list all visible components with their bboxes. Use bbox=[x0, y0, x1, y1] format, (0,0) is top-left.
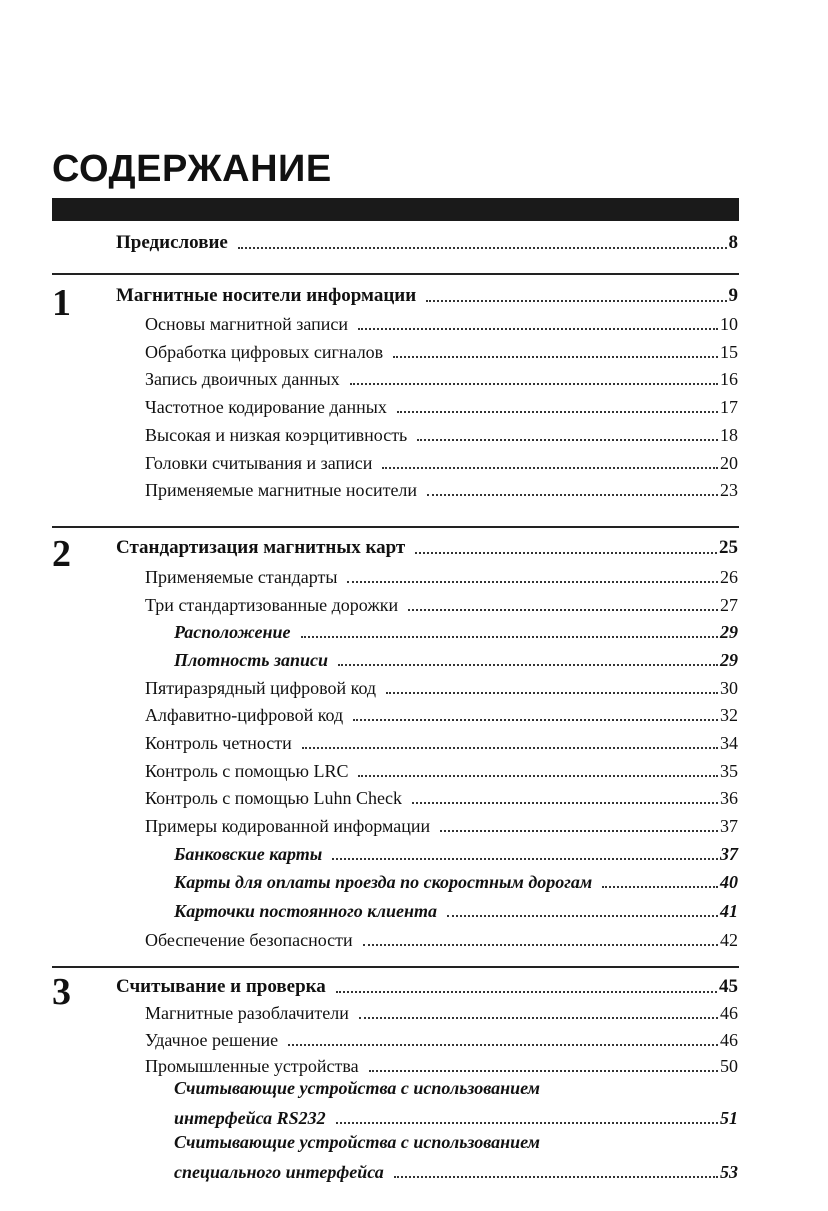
toc-entry[interactable] bbox=[145, 700, 738, 726]
leader-dots bbox=[358, 775, 718, 777]
toc-entry-page: 32 bbox=[720, 705, 738, 725]
toc-entry-title: Карточки постоянного клиента bbox=[174, 901, 437, 921]
toc-entry[interactable] bbox=[145, 392, 738, 418]
leader-dots bbox=[350, 383, 718, 385]
toc-entry-title: Частотное кодирование данных bbox=[145, 397, 387, 417]
leader-dots bbox=[426, 300, 726, 302]
leader-dots bbox=[369, 1070, 718, 1072]
toc-entry-title: Контроль четности bbox=[145, 733, 292, 753]
toc-entry[interactable] bbox=[145, 337, 738, 363]
chapter-divider bbox=[52, 966, 739, 968]
leader-dots bbox=[447, 915, 718, 917]
toc-entry-page: 51 bbox=[720, 1108, 738, 1128]
toc-entry[interactable] bbox=[145, 673, 738, 699]
toc-entry-title: Три стандартизованные дорожки bbox=[145, 595, 399, 615]
leader-dots bbox=[288, 1044, 718, 1046]
toc-entry[interactable] bbox=[145, 309, 738, 335]
toc-entry-title: Применяемые стандарты bbox=[145, 567, 338, 587]
toc-entry-page: 30 bbox=[720, 678, 738, 698]
toc-entry-page: 27 bbox=[720, 595, 738, 615]
toc-entry-page: 26 bbox=[720, 567, 738, 587]
toc-entry-title: Примеры кодированной информации bbox=[145, 816, 431, 836]
toc-entry-page: 10 bbox=[720, 314, 738, 334]
toc-entry-page: 23 bbox=[720, 480, 738, 500]
toc-entry[interactable] bbox=[174, 617, 738, 643]
toc-entry-title: Магнитные носители информации bbox=[116, 285, 417, 306]
toc-entry-preface[interactable] bbox=[116, 228, 738, 254]
leader-dots bbox=[363, 944, 718, 946]
toc-entry[interactable] bbox=[145, 562, 738, 588]
toc-entry-title: Обработка цифровых сигналов bbox=[145, 342, 384, 362]
toc-entry[interactable] bbox=[145, 756, 738, 782]
leader-dots bbox=[397, 411, 718, 413]
title-bar bbox=[52, 198, 739, 221]
leader-dots bbox=[347, 581, 718, 583]
toc-entry-title: Удачное решение bbox=[145, 1030, 279, 1050]
toc-entry-page: 29 bbox=[720, 650, 738, 670]
leader-dots bbox=[412, 802, 718, 804]
toc-entry-page: 8 bbox=[728, 232, 738, 253]
toc-entry-title: Обеспечение безопасности bbox=[145, 930, 353, 950]
leader-dots bbox=[338, 664, 718, 666]
toc-entry-page: 34 bbox=[720, 733, 738, 753]
toc-entry-title: Контроль с помощью Luhn Check bbox=[145, 788, 402, 808]
leader-dots bbox=[359, 1017, 718, 1019]
toc-chapter-2[interactable] bbox=[116, 533, 738, 559]
toc-entry-title: Карты для оплаты проезда по скоростным дорогам bbox=[174, 872, 593, 892]
leader-dots bbox=[238, 247, 727, 249]
leader-dots bbox=[336, 991, 717, 993]
toc-entry-title: Банковские карты bbox=[174, 844, 323, 864]
toc-entry-title: Применяемые магнитные носители bbox=[145, 480, 418, 500]
toc-entry-page: 42 bbox=[720, 930, 738, 950]
toc-entry-title: Высокая и низкая коэрцитивность bbox=[145, 425, 408, 445]
leader-dots bbox=[408, 609, 718, 611]
leader-dots bbox=[301, 636, 718, 638]
toc-entry[interactable] bbox=[145, 925, 738, 951]
toc-entry[interactable] bbox=[145, 728, 738, 754]
leader-dots bbox=[394, 1176, 718, 1178]
leader-dots bbox=[386, 692, 718, 694]
toc-entry-title: Магнитные разоблачители bbox=[145, 1003, 349, 1023]
toc-entry-title-line2: специального интерфейса bbox=[174, 1162, 384, 1182]
toc-entry-page: 40 bbox=[720, 872, 738, 892]
toc-entry[interactable] bbox=[145, 811, 738, 837]
toc-entry[interactable] bbox=[145, 420, 738, 446]
toc-entry[interactable] bbox=[145, 1051, 738, 1077]
leader-dots bbox=[427, 494, 718, 496]
toc-entry-page: 37 bbox=[720, 816, 738, 836]
toc-chapter-1[interactable] bbox=[116, 281, 738, 307]
toc-entry-title: Стандартизация магнитных карт bbox=[116, 537, 406, 558]
toc-entry-title: Расположение bbox=[174, 622, 291, 642]
chapter-divider bbox=[52, 526, 739, 528]
toc-entry[interactable] bbox=[174, 645, 738, 671]
toc-entry[interactable] bbox=[145, 1025, 738, 1051]
toc-entry-title: Плотность записи bbox=[174, 650, 328, 670]
toc-entry-page: 9 bbox=[728, 285, 738, 306]
toc-entry-page: 29 bbox=[720, 622, 738, 642]
toc-entry[interactable] bbox=[174, 867, 738, 893]
toc-entry-title: Запись двоичных данных bbox=[145, 369, 340, 389]
toc-entry[interactable] bbox=[174, 1103, 738, 1129]
toc-entry-page: 50 bbox=[720, 1056, 738, 1076]
toc-entry-title: Считывание и проверка bbox=[116, 976, 326, 997]
chapter-number: 3 bbox=[52, 971, 71, 1013]
toc-entry-page: 36 bbox=[720, 788, 738, 808]
toc-entry-title: Предисловие bbox=[116, 232, 228, 253]
leader-dots bbox=[602, 886, 718, 888]
toc-chapter-3[interactable] bbox=[116, 972, 738, 998]
toc-entry-page: 45 bbox=[719, 976, 738, 997]
toc-entry-title-line2: интерфейса RS232 bbox=[174, 1108, 326, 1128]
leader-dots bbox=[382, 467, 718, 469]
toc-entry-title-line1: Считывающие устройства с использованием bbox=[174, 1132, 541, 1152]
toc-entry-title: Контроль с помощью LRC bbox=[145, 761, 349, 781]
leader-dots bbox=[393, 356, 718, 358]
leader-dots bbox=[417, 439, 718, 441]
toc-entry[interactable] bbox=[145, 783, 738, 809]
toc-entry[interactable] bbox=[174, 1157, 738, 1183]
leader-dots bbox=[415, 552, 717, 554]
toc-entry-title-line1: Считывающие устройства с использованием bbox=[174, 1078, 541, 1098]
toc-entry-page: 17 bbox=[720, 397, 738, 417]
toc-entry-page: 16 bbox=[720, 369, 738, 389]
toc-entry-page: 20 bbox=[720, 453, 738, 473]
leader-dots bbox=[336, 1122, 718, 1124]
toc-entry[interactable] bbox=[145, 448, 738, 474]
toc-entry[interactable] bbox=[174, 896, 738, 922]
toc-entry-title: Алфавитно-цифровой код bbox=[145, 705, 344, 725]
toc-entry-page: 37 bbox=[720, 844, 738, 864]
toc-entry[interactable] bbox=[145, 364, 738, 390]
page-title: СОДЕРЖАНИЕ bbox=[52, 148, 332, 190]
leader-dots bbox=[302, 747, 718, 749]
leader-dots bbox=[358, 328, 718, 330]
toc-entry-page: 41 bbox=[720, 901, 738, 921]
toc-entry[interactable] bbox=[145, 475, 738, 501]
toc-entry-page: 35 bbox=[720, 761, 738, 781]
toc-entry[interactable] bbox=[174, 839, 738, 865]
chapter-number: 1 bbox=[52, 282, 71, 324]
toc-entry-page: 15 bbox=[720, 342, 738, 362]
toc-entry[interactable] bbox=[145, 590, 738, 616]
toc-entry[interactable] bbox=[145, 998, 738, 1024]
toc-entry-title: Пятиразрядный цифровой код bbox=[145, 678, 377, 698]
toc-entry-page: 53 bbox=[720, 1162, 738, 1182]
toc-entry-page: 46 bbox=[720, 1030, 738, 1050]
leader-dots bbox=[353, 719, 718, 721]
chapter-number: 2 bbox=[52, 533, 71, 575]
leader-dots bbox=[332, 858, 718, 860]
toc-entry-title: Основы магнитной записи bbox=[145, 314, 349, 334]
leader-dots bbox=[440, 830, 718, 832]
toc-entry-page: 18 bbox=[720, 425, 738, 445]
toc-entry-title: Головки считывания и записи bbox=[145, 453, 373, 473]
toc-entry-title: Промышленные устройства bbox=[145, 1056, 359, 1076]
toc-entry-page: 46 bbox=[720, 1003, 738, 1023]
toc-entry-page: 25 bbox=[719, 537, 738, 558]
chapter-divider bbox=[52, 273, 739, 275]
